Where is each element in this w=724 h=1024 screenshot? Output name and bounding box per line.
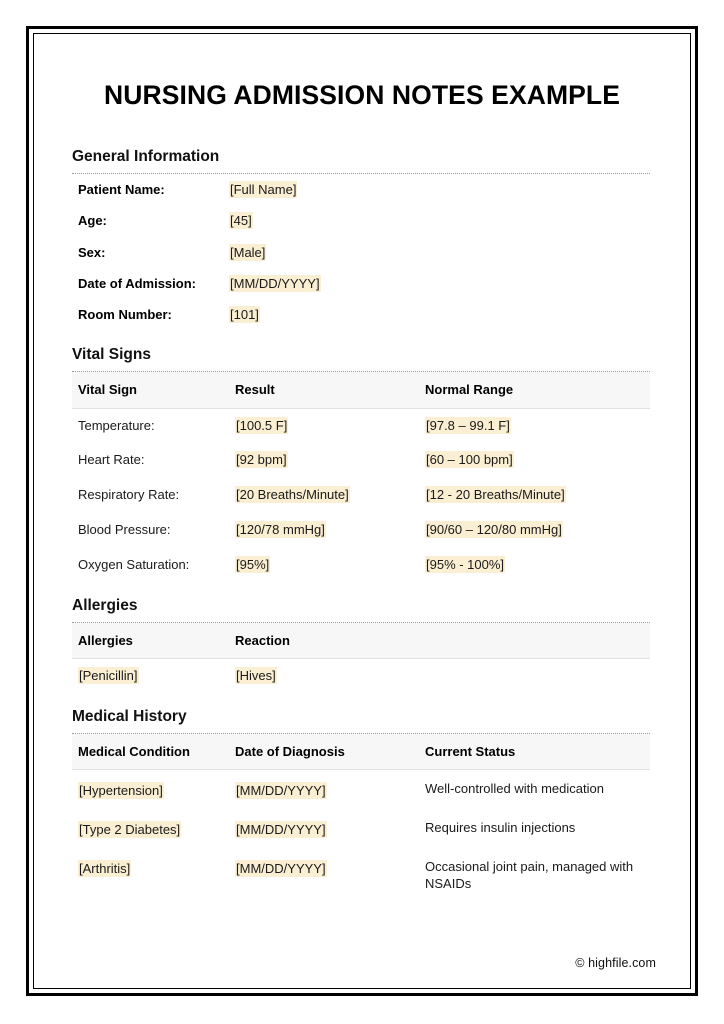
highlighted-value: [45] xyxy=(230,213,252,229)
section-heading-general-information: General Information xyxy=(72,148,220,166)
table-row xyxy=(72,478,650,513)
column-header: Result xyxy=(229,372,419,408)
section-vital-signs xyxy=(62,346,662,583)
field-label: Room Number: xyxy=(78,307,172,323)
table-row xyxy=(72,408,650,443)
highlighted-value: [Type 2 Diabetes] xyxy=(79,822,181,838)
vital-sign-range xyxy=(419,513,650,548)
highlighted-value: [Male] xyxy=(230,244,266,260)
highlighted-value: [Hypertension] xyxy=(79,783,163,799)
highlighted-value: [101] xyxy=(230,307,259,323)
document-sheet xyxy=(34,34,690,988)
section-heading-allergies: Allergies xyxy=(72,596,138,614)
vital-sign-name: Blood Pressure: xyxy=(78,522,171,538)
table-row xyxy=(72,205,650,236)
column-header: Normal Range xyxy=(419,372,650,408)
page-border-inner xyxy=(33,33,691,989)
highlighted-value: [MM/DD/YYYY] xyxy=(236,783,326,799)
field-label: Patient Name: xyxy=(78,182,165,198)
vital-sign-range xyxy=(419,478,650,513)
section-heading-vital-signs: Vital Signs xyxy=(72,346,151,364)
table-row xyxy=(72,770,650,809)
highlighted-value: [97.8 – 99.1 F] xyxy=(426,417,510,433)
vital-sign-result xyxy=(229,548,419,583)
allergy-name xyxy=(72,659,229,694)
medical-condition xyxy=(72,770,229,809)
vital-sign-name: Oxygen Saturation: xyxy=(78,557,190,573)
section-medical-history xyxy=(62,708,662,902)
highlighted-value: [12 - 20 Breaths/Minute] xyxy=(426,487,565,503)
medical-condition xyxy=(72,809,229,848)
highlighted-value: [Penicillin] xyxy=(79,668,138,684)
table-header-row xyxy=(72,372,650,408)
highlighted-value: [92 bpm] xyxy=(236,452,287,468)
highlighted-value: [60 – 100 bpm] xyxy=(426,452,513,468)
diagnosis-date xyxy=(229,770,419,809)
highlighted-value: [Full Name] xyxy=(230,182,297,198)
table-row xyxy=(72,299,650,330)
vital-sign-result xyxy=(229,408,419,443)
field-value xyxy=(229,237,650,268)
table-row xyxy=(72,548,650,583)
table-row xyxy=(72,237,650,268)
highlighted-value: [95% - 100%] xyxy=(426,557,505,573)
highlighted-value: [120/78 mmHg] xyxy=(236,522,325,538)
field-value xyxy=(229,299,650,330)
table-row xyxy=(72,659,650,694)
table-header-row xyxy=(72,623,650,659)
table-row xyxy=(72,268,650,299)
vital-signs-table xyxy=(72,372,650,583)
highlighted-value: [MM/DD/YYYY] xyxy=(236,822,326,838)
section-allergies xyxy=(62,597,662,694)
footer-copyright: © highfile.com xyxy=(575,956,656,970)
diagnosis-date xyxy=(229,848,419,902)
vital-sign-name: Heart Rate: xyxy=(78,452,145,468)
highlighted-value: [Arthritis] xyxy=(79,861,131,876)
vital-sign-range xyxy=(419,443,650,478)
field-label: Date of Admission: xyxy=(78,275,196,291)
current-status: Requires insulin injections xyxy=(425,820,576,836)
column-header: Allergies xyxy=(72,623,229,659)
allergy-reaction xyxy=(229,659,650,694)
table-row xyxy=(72,848,650,902)
section-heading-medical-history: Medical History xyxy=(72,708,187,726)
vital-sign-result xyxy=(229,443,419,478)
vital-sign-name: Respiratory Rate: xyxy=(78,487,180,503)
field-value xyxy=(229,268,650,299)
field-value xyxy=(229,174,650,205)
highlighted-value: [95%] xyxy=(236,557,270,573)
current-status: Well-controlled with medication xyxy=(425,781,604,797)
column-header: Reaction xyxy=(229,623,650,659)
highlighted-value: [20 Breaths/Minute] xyxy=(236,487,349,503)
field-label: Sex: xyxy=(78,244,106,260)
medical-history-table xyxy=(72,734,650,902)
general-information-table xyxy=(72,174,650,330)
field-label: Age: xyxy=(78,213,107,229)
table-header-row xyxy=(72,734,650,770)
column-header: Date of Diagnosis xyxy=(229,734,419,770)
vital-sign-name: Temperature: xyxy=(78,417,155,433)
vital-sign-range xyxy=(419,548,650,583)
allergies-table xyxy=(72,623,650,694)
current-status: Occasional joint pain, managed with NSAIDs xyxy=(425,859,634,891)
diagnosis-date xyxy=(229,809,419,848)
highlighted-value: [MM/DD/YYYY] xyxy=(230,275,320,291)
column-header: Current Status xyxy=(419,734,650,770)
table-row xyxy=(72,809,650,848)
highlighted-value: [100.5 F] xyxy=(236,417,288,433)
page-title: NURSING ADMISSION NOTES EXAMPLE xyxy=(104,80,620,110)
highlighted-value: [MM/DD/YYYY] xyxy=(236,861,326,876)
vital-sign-range xyxy=(419,408,650,443)
medical-condition xyxy=(72,848,229,902)
page-border-outer xyxy=(26,26,698,996)
vital-sign-result xyxy=(229,513,419,548)
table-row xyxy=(72,174,650,205)
column-header: Medical Condition xyxy=(72,734,229,770)
highlighted-value: [90/60 – 120/80 mmHg] xyxy=(426,522,562,538)
column-header: Vital Sign xyxy=(72,372,229,408)
table-row xyxy=(72,513,650,548)
vital-sign-result xyxy=(229,478,419,513)
highlighted-value: [Hives] xyxy=(236,668,276,684)
section-general-information xyxy=(62,148,662,330)
table-row xyxy=(72,443,650,478)
field-value xyxy=(229,205,650,236)
